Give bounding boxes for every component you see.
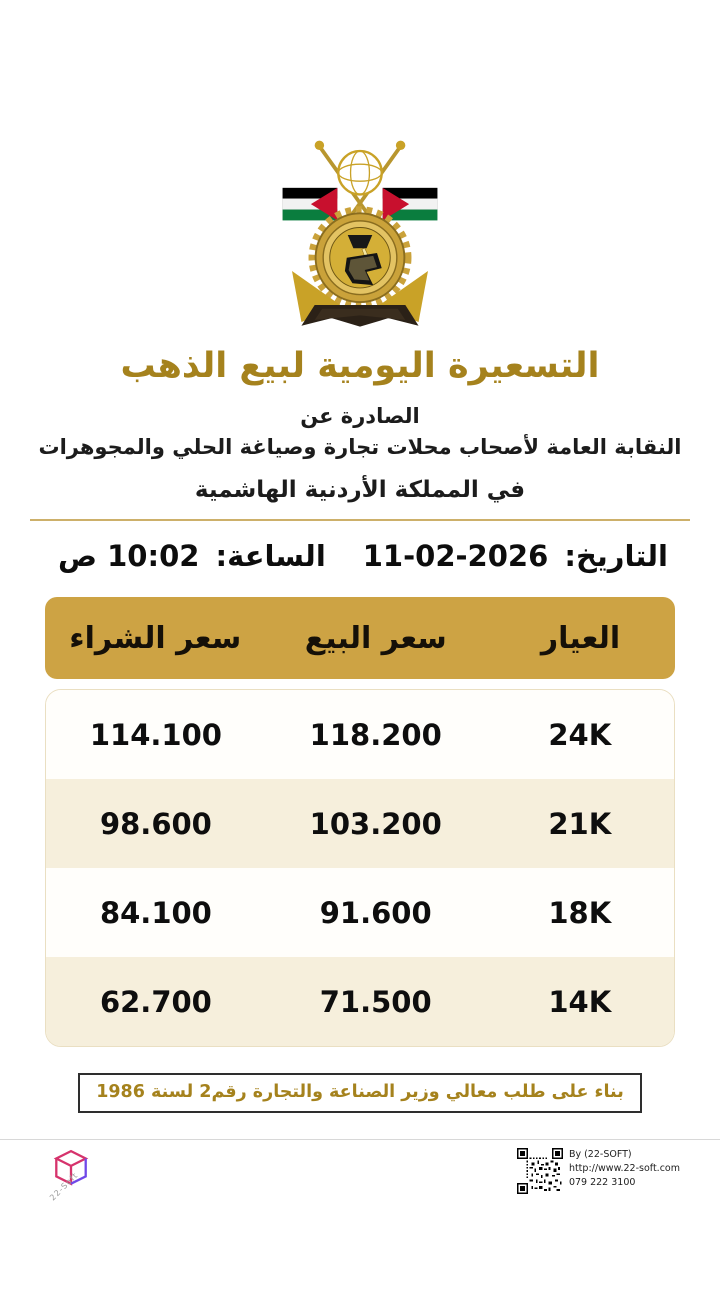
credit-phone: 079 222 3100 bbox=[568, 1176, 636, 1188]
page-title: التسعيرة اليومية لبيع الذهب bbox=[120, 346, 600, 386]
credit-block bbox=[517, 1148, 680, 1194]
table-body bbox=[45, 689, 675, 1047]
col-header-buy: سعر الشراء bbox=[69, 620, 242, 656]
karat-value: 18K bbox=[548, 895, 612, 930]
table-row bbox=[46, 690, 674, 779]
date-value: 11-02-2026 bbox=[362, 539, 549, 573]
buy-price: 98.600 bbox=[99, 806, 212, 841]
buy-price: 114.100 bbox=[89, 717, 222, 752]
emblem-wrap bbox=[0, 0, 720, 340]
sell-price: 71.500 bbox=[319, 984, 432, 1019]
table-row bbox=[46, 779, 674, 868]
table-row bbox=[46, 957, 674, 1046]
qr-code bbox=[517, 1148, 563, 1194]
syndicate-name: النقابة العامة لأصحاب محلات تجارة وصياغة الحلي والمجوهرات bbox=[38, 435, 682, 459]
time-value: 10:02 ص bbox=[58, 539, 200, 573]
kingdom-name: في المملكة الأردنية الهاشمية bbox=[194, 477, 526, 503]
issued-by-label: الصادرة عن bbox=[300, 404, 420, 428]
syndicate-emblem bbox=[275, 136, 445, 336]
company-logo-block bbox=[48, 1148, 142, 1208]
credit-by: By (22-SOFT) bbox=[568, 1149, 632, 1160]
date-label: التاريخ: bbox=[564, 539, 668, 573]
sell-price: 91.600 bbox=[319, 895, 432, 930]
buy-price: 84.100 bbox=[99, 895, 212, 930]
table-row bbox=[46, 868, 674, 957]
date-field bbox=[357, 539, 668, 573]
table-header-row bbox=[45, 597, 675, 679]
jordan-flag-left bbox=[283, 188, 338, 221]
karat-value: 14K bbox=[548, 984, 612, 1019]
ministry-note: بناء على طلب معالي وزير الصناعة والتجارة رقم2 لسنة 1986 bbox=[78, 1073, 642, 1113]
footer bbox=[0, 1140, 720, 1208]
time-label: الساعة: bbox=[215, 539, 326, 573]
time-field bbox=[52, 539, 326, 573]
karat-value: 21K bbox=[548, 806, 612, 841]
company-logo-text: 22-Soft bbox=[48, 1170, 80, 1203]
buy-price: 62.700 bbox=[99, 984, 212, 1019]
col-header-sell: سعر البيع bbox=[304, 620, 447, 656]
karat-value: 24K bbox=[548, 717, 612, 752]
gold-price-table bbox=[45, 597, 675, 1047]
credit-text bbox=[569, 1148, 680, 1189]
gold-divider bbox=[30, 519, 690, 521]
col-header-karat: العيار bbox=[540, 620, 621, 656]
jordan-flag-right bbox=[383, 188, 438, 221]
credit-url: http://www.22-soft.com bbox=[568, 1162, 680, 1174]
datetime-row bbox=[52, 539, 668, 573]
sell-price: 103.200 bbox=[309, 806, 442, 841]
sell-price: 118.200 bbox=[309, 717, 442, 752]
